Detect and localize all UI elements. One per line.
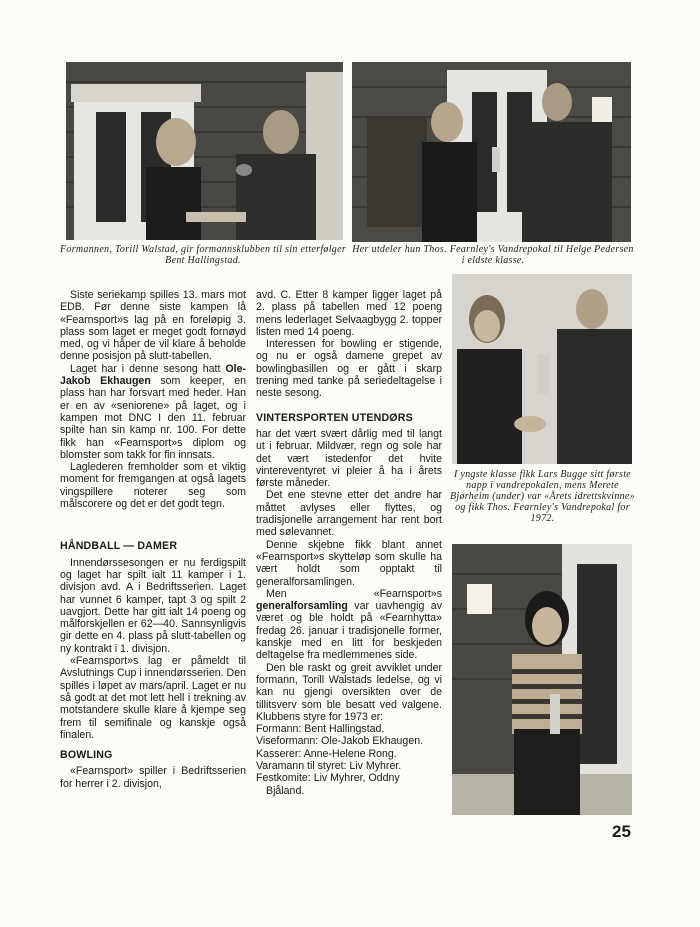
photo-youngest-class-image bbox=[452, 274, 632, 464]
board-member: Festkomite: Liv Myhrer, Oddny bbox=[256, 772, 400, 785]
photo-handover-club bbox=[66, 62, 343, 240]
photo-youngest-class bbox=[452, 274, 632, 464]
text: var uavhengig av været og ble holdt på «Fearnhytta» fredag 26. januar i tradisjonelle former, kanskje med en litt for beskjeden deltagelse fra medlemmenes side. bbox=[256, 600, 442, 662]
photo-merete-bjorheim bbox=[452, 544, 632, 815]
section-heading-handball: HÅNDBALL — DAMER bbox=[60, 540, 178, 553]
keeper-name: Ole-Jakob Ekhaugen bbox=[60, 362, 246, 388]
generalforsamling-bold: generalforsamling bbox=[256, 600, 348, 613]
paragraph: Interessen for bowling er stigende, og nu er også damene grepet av bowlingbasillen og er gått i skarp trening med tanke på seriedeltagelse i neste sesong. bbox=[256, 338, 442, 400]
text: Laget har i denne sesong hatt bbox=[70, 362, 226, 375]
paragraph: Laglederen fremholder som et viktig moment for fremgangen at også lagets vingspillere noterer seg som målscorere og det er det godt tegn. bbox=[60, 461, 246, 511]
section-heading-bowling: BOWLING bbox=[60, 749, 113, 762]
paragraph: Denne skjebne fikk blant annet «Fearnsport»s skytteløp som skulle ha vært holdt som opptakt til generalforsamlingen. bbox=[256, 538, 442, 588]
text: Men «Fearnsport»s bbox=[266, 587, 442, 600]
paragraph: Siste seriekamp spilles 13. mars mot EDB. Før denne siste kampen lå «Fearnsport»s lag på en foreløpig 3. plass som laget er meget godt fornøyd med, og vi håper de vil klare å beholde denne posisjon på slutt-tabellen. bbox=[60, 289, 246, 363]
paragraph: Det ene stevne etter det andre har måttet avlyses eller flyttes, og tradisjonelle arrangement har rent bort med sølevannet. bbox=[256, 489, 442, 539]
page-number: 25 bbox=[612, 822, 631, 841]
text-column-1 bbox=[60, 289, 246, 790]
board-member: Bjåland. bbox=[266, 784, 305, 797]
paragraph: Den ble raskt og greit avviklet under formann, Torill Walstads ledelse, og vi kan nu gjengi oversikten over de tillitsverv som ble besatt ved valgene. Klubbens styre for 1973 er: bbox=[256, 661, 442, 723]
paragraph: «Fearnsport» spiller i Bedriftsserien for herrer i 2. divisjon, bbox=[60, 765, 246, 790]
board-member: Varamann til styret: Liv Myhrer. bbox=[256, 759, 402, 772]
text-column-2 bbox=[256, 289, 442, 797]
paragraph: avd. C. Etter 8 kamper ligger laget på 2. plass på tabellen med 12 poeng mens lederlaget Selvaagbygg 2. topper listen med 14 poeng. bbox=[256, 289, 442, 338]
paragraph bbox=[256, 588, 442, 662]
paragraph: «Fearnsport»s lag er påmeldt til Avslutnings Cup i innendørsserien. Den spilles i løpet av mars/april. Laget er nu så godt at det mot lett hell i trekning av motstandere skulle klare å kjempe seg frem til semifinale og kanskje også finalen. bbox=[60, 655, 246, 741]
photo-trophy-presentation bbox=[352, 62, 631, 242]
board-list bbox=[256, 723, 442, 797]
board-member: Kasserer: Anne-Helene Rong. bbox=[256, 747, 397, 760]
board-member: Viseformann: Ole-Jakob Ekhaugen. bbox=[256, 735, 424, 748]
photo-handover-club-image bbox=[66, 62, 343, 240]
paragraph: Innendørssesongen er nu ferdigspilt og laget har spilt ialt 11 kamper i 1. divisjon avd. A i Bedriftsserien. Laget har vunnet 6 kamper, tapt 3 og spilt 2 uavgjort. Dette har gitt ialt 14 poeng og målforskjellen er 62—40. Sannsynligvis gir dette en 4. plass på slutt-tabellen og ny kontrakt i 1. divisjon. bbox=[60, 556, 246, 655]
photo-trophy-presentation-image bbox=[352, 62, 631, 242]
board-member: Formann: Bent Hallingstad. bbox=[256, 723, 385, 736]
caption-photo-1: Formannen, Torill Walstad, gir formannsklubben til sin etterfølger Bent Hallingstad. bbox=[60, 244, 347, 266]
photo-merete-bjorheim-image bbox=[452, 544, 632, 815]
section-heading-vintersport: VINTERSPORTEN UTENDØRS bbox=[256, 411, 413, 424]
paragraph bbox=[60, 363, 246, 461]
paragraph: har det vært svært dårlig med til langt ut i februar. Mildvær, regn og sole har det vært istedenfor det hvite vintereventyret vi pleier å ha i årets første måneder. bbox=[256, 427, 442, 490]
caption-photo-2: Her utdeler hun Thos. Fearnley's Vandrepokal til Helge Pedersen i eldste klasse. bbox=[352, 244, 634, 266]
text: som keeper, en plass han har forsvart med heder. Han er en av «seniorene» på laget, og i kampen mot DNC I den 11. februar spilte han sin kamp nr. 100. For dette fikk han «Fearnsport»s diplom og blomster som takk for fin innsats. bbox=[60, 375, 246, 461]
caption-photo-3: I yngste klasse fikk Lars Bugge sitt første napp i vandrepokalen, mens Merete Bjørheim (under) var «Årets idrettskvinne» og fikk Thos. Fearnley's Vandrepokal for 1972. bbox=[450, 469, 635, 524]
